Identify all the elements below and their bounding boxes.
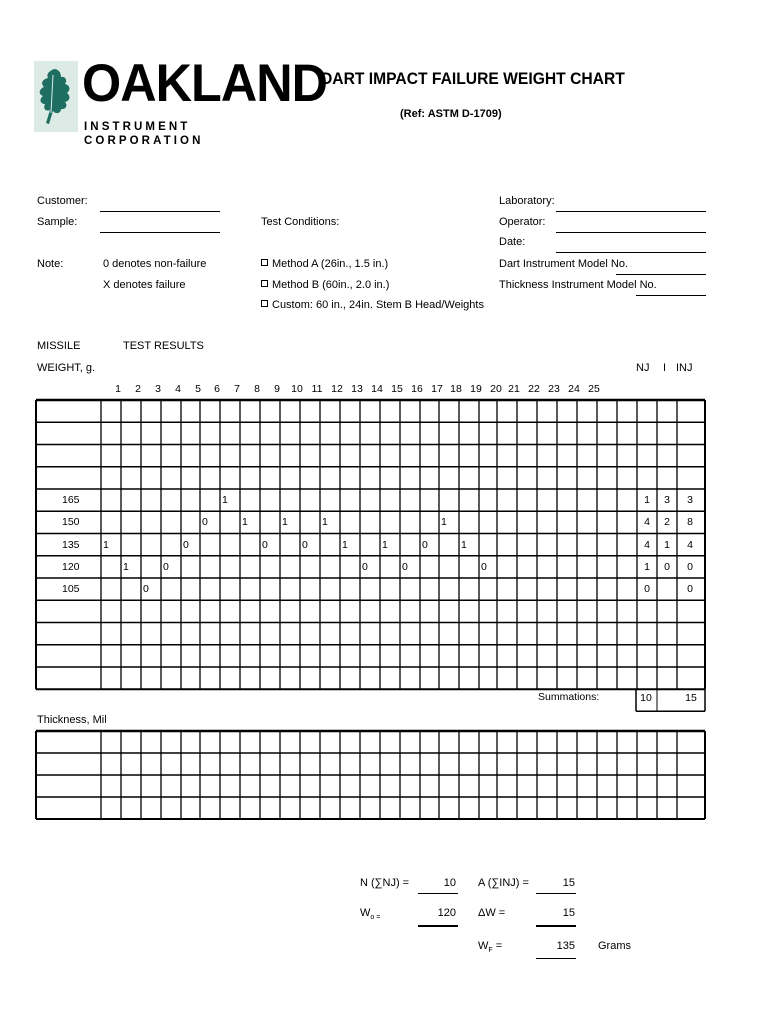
column-number: 18 [450, 383, 462, 395]
column-number: 25 [588, 383, 600, 395]
astm-reference: (Ref: ASTM D-1709) [400, 108, 502, 120]
dart-model-label: Dart Instrument Model No. [499, 258, 628, 270]
trial-mark: 0 [422, 538, 428, 551]
inj-value: 8 [687, 516, 693, 529]
trial-mark: 0 [402, 560, 408, 573]
trial-mark: 0 [143, 583, 149, 595]
i-header: I [663, 362, 667, 374]
column-number: 7 [234, 383, 240, 395]
trial-mark: 1 [441, 516, 447, 529]
note-label: Note: [37, 258, 64, 270]
inj-header: INJ [676, 362, 693, 374]
trial-mark: 1 [382, 538, 388, 551]
test-results-label: TEST RESULTS [123, 340, 204, 352]
a-underline [536, 893, 576, 894]
date-label: Date: [499, 236, 526, 248]
note-non-failure: 0 denotes non-failure [103, 258, 207, 270]
n-label: N (∑NJ) = [360, 877, 410, 889]
test-conditions-label: Test Conditions: [261, 216, 340, 228]
inj-value: 0 [687, 560, 693, 573]
column-number: 13 [351, 383, 363, 395]
trial-mark: 0 [302, 538, 308, 551]
inj-value: 0 [687, 583, 693, 595]
missile-label: MISSILE [37, 340, 81, 352]
column-number: 20 [490, 383, 502, 395]
column-number: 5 [195, 383, 201, 395]
i-value: 1 [664, 538, 670, 551]
inj-value: 3 [687, 494, 693, 506]
trial-mark: 1 [461, 538, 467, 551]
column-number: 15 [391, 383, 403, 395]
w0-underline [418, 925, 458, 927]
column-number: 8 [254, 383, 260, 395]
column-number: 22 [528, 383, 540, 395]
wf-underline [536, 958, 576, 959]
nj-value: 0 [644, 583, 650, 595]
column-number: 14 [371, 383, 383, 395]
method-a-label: Method A (26in., 1.5 in.) [272, 258, 389, 270]
column-number: 16 [411, 383, 423, 395]
wf-value: 135 [556, 940, 575, 952]
trial-mark: 1 [123, 560, 129, 573]
laboratory-label: Laboratory: [499, 195, 555, 207]
brand-name: OAKLAND [82, 54, 328, 113]
column-number: 19 [470, 383, 482, 395]
delta-w-underline [536, 925, 576, 927]
column-number: 9 [274, 383, 280, 395]
customer-label: Customer: [37, 195, 88, 207]
trial-mark: 1 [103, 538, 109, 551]
custom-label: Custom: 60 in., 24in. Stem B Head/Weights [272, 299, 484, 311]
thickness-label: Thickness, Mil [37, 714, 107, 726]
column-number: 23 [548, 383, 560, 395]
trial-mark: 0 [481, 560, 487, 573]
n-underline [418, 893, 458, 894]
w0-value: 120 [437, 907, 456, 919]
trial-mark: 0 [183, 538, 189, 551]
note-failure: X denotes failure [103, 279, 186, 291]
sum-nj-value: 10 [640, 692, 652, 704]
column-number: 4 [175, 383, 181, 395]
a-value: 15 [562, 877, 575, 889]
i-value: 2 [664, 516, 670, 529]
trial-mark: 1 [282, 516, 288, 529]
trial-mark: 0 [202, 516, 208, 529]
wf-unit: Grams [598, 940, 631, 952]
trial-mark: 1 [322, 516, 328, 529]
missile-weight: 135 [62, 538, 80, 551]
nj-value: 1 [644, 560, 650, 573]
operator-label: Operator: [499, 216, 546, 228]
column-number: 3 [155, 383, 161, 395]
trial-mark: 0 [362, 560, 368, 573]
trial-mark: 1 [342, 538, 348, 551]
column-number: 10 [291, 383, 303, 395]
trial-mark: 1 [242, 516, 248, 529]
i-value: 0 [664, 560, 670, 573]
delta-w-value: 15 [562, 907, 575, 919]
trial-mark: 0 [163, 560, 169, 573]
column-number: 11 [311, 383, 323, 395]
brand-subtitle: INSTRUMENT CORPORATION [84, 121, 204, 147]
weight-label: WEIGHT, g. [37, 362, 96, 374]
page-title: DART IMPACT FAILURE WEIGHT CHART [321, 69, 625, 88]
nj-value: 4 [644, 516, 650, 529]
method-b-label: Method B (60in., 2.0 in.) [272, 279, 390, 291]
w0-label: $W_{o =}$ [360, 907, 381, 922]
wf-label: $W_F$ = [478, 940, 503, 955]
n-value: 10 [443, 877, 456, 889]
column-number: 6 [214, 383, 220, 395]
i-value: 3 [664, 494, 670, 506]
missile-weight: 150 [62, 516, 80, 529]
missile-weight: 105 [62, 583, 80, 595]
column-number: 1 [115, 383, 121, 395]
inj-value: 4 [687, 538, 693, 551]
sum-inj-value: 15 [685, 692, 697, 704]
trial-mark: 0 [262, 538, 268, 551]
summations-label: Summations: [538, 691, 600, 703]
missile-weight: 120 [62, 560, 80, 573]
column-number: 24 [568, 383, 580, 395]
nj-header: NJ [636, 362, 650, 374]
nj-value: 4 [644, 538, 650, 551]
nj-value: 1 [644, 494, 650, 506]
column-number: 21 [508, 383, 520, 395]
thickness-model-label: Thickness Instrument Model No. [499, 279, 657, 291]
a-label: A (∑INJ) = [478, 877, 529, 889]
column-number: 17 [431, 383, 443, 395]
column-number: 2 [135, 383, 141, 395]
delta-w-label: ΔW = [478, 907, 506, 919]
missile-weight: 165 [62, 494, 80, 506]
trial-mark: 1 [222, 494, 228, 506]
sample-label: Sample: [37, 216, 78, 228]
column-number: 12 [331, 383, 343, 395]
